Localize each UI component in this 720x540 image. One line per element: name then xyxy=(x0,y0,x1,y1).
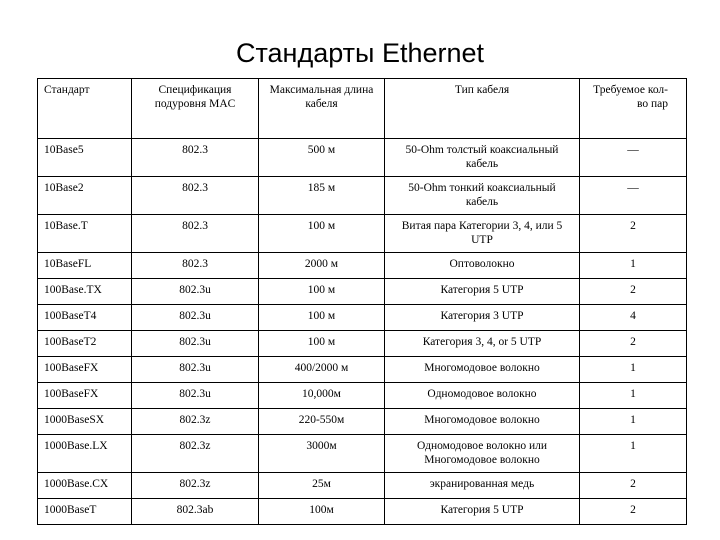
table-header-row xyxy=(38,79,687,139)
table-row xyxy=(38,253,687,279)
cell-mac-spec: 802.3 xyxy=(132,215,259,253)
cell-mac-spec: 802.3u xyxy=(132,383,259,409)
cell-standard: 10BaseFL xyxy=(38,253,132,279)
cell-cable-type: Одномодовое волокно или Многомодовое волокно xyxy=(385,435,580,473)
cell-mac-spec: 802.3u xyxy=(132,279,259,305)
cell-pairs: 1 xyxy=(580,357,687,383)
table-row xyxy=(38,357,687,383)
cell-standard: 100BaseT2 xyxy=(38,331,132,357)
table-row xyxy=(38,279,687,305)
table-row xyxy=(38,383,687,409)
table-row xyxy=(38,435,687,473)
cell-pairs: 1 xyxy=(580,383,687,409)
cell-cable-type: Категория 5 UTP xyxy=(385,279,580,305)
cell-standard: 10Base2 xyxy=(38,177,132,215)
cell-max-length: 25м xyxy=(259,473,385,499)
cell-mac-spec: 802.3 xyxy=(132,177,259,215)
cell-pairs: 1 xyxy=(580,435,687,473)
cell-mac-spec: 802.3u xyxy=(132,357,259,383)
cell-pairs: 2 xyxy=(580,279,687,305)
cell-max-length: 3000м xyxy=(259,435,385,473)
cell-pairs: 1 xyxy=(580,409,687,435)
header-max-length: Максимальная длина кабеля xyxy=(259,79,385,139)
cell-mac-spec: 802.3 xyxy=(132,253,259,279)
table-row xyxy=(38,305,687,331)
cell-standard: 1000BaseSX xyxy=(38,409,132,435)
cell-mac-spec: 802.3z xyxy=(132,409,259,435)
cell-pairs: — xyxy=(580,139,687,177)
cell-cable-type: Витая пара Категории 3, 4, или 5 UTP xyxy=(385,215,580,253)
table-row xyxy=(38,177,687,215)
table-row xyxy=(38,473,687,499)
cell-pairs: 2 xyxy=(580,215,687,253)
cell-max-length: 400/2000 м xyxy=(259,357,385,383)
table-row xyxy=(38,139,687,177)
cell-mac-spec: 802.3z xyxy=(132,473,259,499)
cell-mac-spec: 802.3ab xyxy=(132,499,259,525)
cell-max-length: 10,000м xyxy=(259,383,385,409)
cell-standard: 1000Base.LX xyxy=(38,435,132,473)
cell-pairs: 4 xyxy=(580,305,687,331)
cell-cable-type: 50-Ohm тонкий коаксиальный кабель xyxy=(385,177,580,215)
table-row xyxy=(38,215,687,253)
cell-cable-type: 50-Ohm толстый коаксиальный кабель xyxy=(385,139,580,177)
cell-cable-type: Категория 3 UTP xyxy=(385,305,580,331)
cell-standard: 100BaseFX xyxy=(38,383,132,409)
cell-standard: 1000BaseT xyxy=(38,499,132,525)
header-cable-type: Тип кабеля xyxy=(385,79,580,139)
cell-standard: 100BaseT4 xyxy=(38,305,132,331)
cell-max-length: 185 м xyxy=(259,177,385,215)
cell-mac-spec: 802.3z xyxy=(132,435,259,473)
cell-mac-spec: 802.3u xyxy=(132,305,259,331)
cell-cable-type: Оптоволокно xyxy=(385,253,580,279)
cell-mac-spec: 802.3u xyxy=(132,331,259,357)
table-row xyxy=(38,499,687,525)
cell-max-length: 100 м xyxy=(259,279,385,305)
cell-standard: 1000Base.CX xyxy=(38,473,132,499)
cell-max-length: 2000 м xyxy=(259,253,385,279)
cell-max-length: 220-550м xyxy=(259,409,385,435)
cell-cable-type: Одномодовое волокно xyxy=(385,383,580,409)
cell-max-length: 100 м xyxy=(259,305,385,331)
cell-standard: 100BaseFX xyxy=(38,357,132,383)
table-row xyxy=(38,409,687,435)
cell-mac-spec: 802.3 xyxy=(132,139,259,177)
page-title: Стандарты Ethernet xyxy=(235,38,485,68)
cell-standard: 10Base.T xyxy=(38,215,132,253)
ethernet-standards-table xyxy=(37,78,687,525)
cell-cable-type: Многомодовое волокно xyxy=(385,409,580,435)
cell-pairs: 1 xyxy=(580,253,687,279)
table-row xyxy=(38,331,687,357)
header-standard: Стандарт xyxy=(38,79,132,139)
cell-cable-type: Многомодовое волокно xyxy=(385,357,580,383)
cell-cable-type: экранированная медь xyxy=(385,473,580,499)
cell-pairs: — xyxy=(580,177,687,215)
header-mac-spec: Спецификация подуровня MAC xyxy=(132,79,259,139)
header-pairs: Требуемое кол-во пар xyxy=(580,79,687,139)
cell-max-length: 500 м xyxy=(259,139,385,177)
cell-cable-type: Категория 3, 4, or 5 UTP xyxy=(385,331,580,357)
cell-max-length: 100м xyxy=(259,499,385,525)
cell-pairs: 2 xyxy=(580,499,687,525)
cell-max-length: 100 м xyxy=(259,331,385,357)
cell-max-length: 100 м xyxy=(259,215,385,253)
cell-pairs: 2 xyxy=(580,473,687,499)
cell-cable-type: Категория 5 UTP xyxy=(385,499,580,525)
cell-standard: 100Base.TX xyxy=(38,279,132,305)
cell-pairs: 2 xyxy=(580,331,687,357)
cell-standard: 10Base5 xyxy=(38,139,132,177)
